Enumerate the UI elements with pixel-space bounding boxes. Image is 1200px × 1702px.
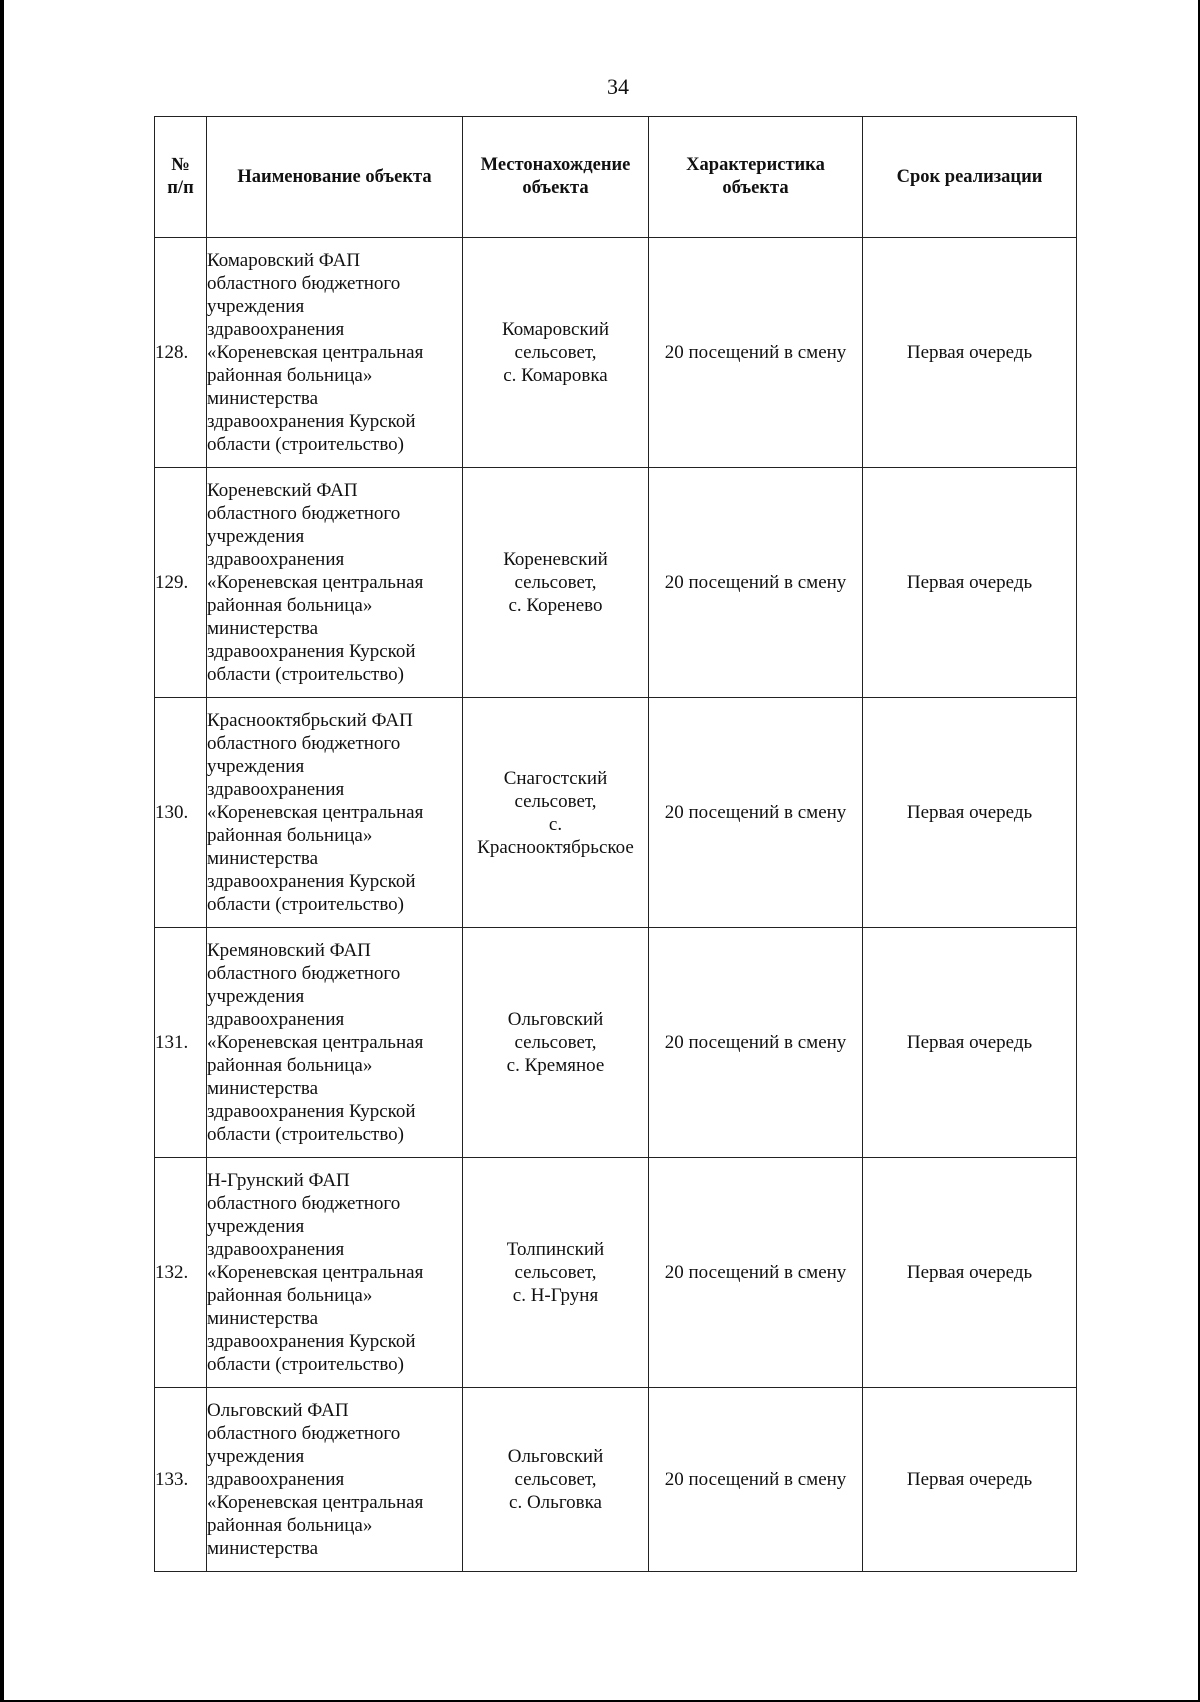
object-name-line: областного бюджетного (207, 963, 401, 984)
object-name-line: областного бюджетного (207, 503, 401, 524)
object-name-line: Ольговский ФАП (207, 1400, 349, 1421)
object-name-line: учреждения (207, 756, 305, 777)
row-number: 128. (155, 342, 189, 363)
term-cell (863, 928, 1077, 1158)
object-name-line: здравоохранения Курской (207, 1101, 416, 1122)
object-name-line: областного бюджетного (207, 273, 401, 294)
object-name-line: районная больница» (207, 1055, 373, 1076)
object-name-line: министерства (207, 618, 319, 639)
object-name-line: здравоохранения Курской (207, 871, 416, 892)
table-body (155, 238, 1077, 1572)
location-cell (463, 468, 649, 698)
row-number: 132. (155, 1262, 189, 1283)
row-number: 133. (155, 1469, 189, 1490)
location-line: с. Н-Груня (512, 1285, 599, 1306)
location-line: сельсовет, (514, 1262, 597, 1283)
header-name (207, 117, 463, 238)
term-text: Первая очередь (906, 342, 1033, 363)
row-number-cell (155, 468, 207, 698)
object-name-line: «Кореневская центральная (207, 802, 424, 823)
header-location-line: Местонахождение (480, 155, 631, 175)
term-cell (863, 698, 1077, 928)
table-row (155, 1388, 1077, 1572)
location-line: с. Ольговка (509, 1492, 602, 1513)
characteristic-cell (649, 468, 863, 698)
location-line: сельсовет, (514, 572, 597, 593)
table-row (155, 698, 1077, 928)
object-name-line: Н-Грунский ФАП (207, 1170, 350, 1191)
row-number-cell (155, 238, 207, 468)
object-name-line: министерства (207, 1308, 319, 1329)
header-characteristic-line: Характеристика (686, 155, 825, 175)
object-name-line: районная больница» (207, 1285, 373, 1306)
object-name-line: здравоохранения (207, 549, 345, 570)
object-name-line: районная больница» (207, 595, 373, 616)
object-name-line: «Кореневская центральная (207, 342, 424, 363)
term-text: Первая очередь (906, 802, 1033, 823)
location-line: Ольговский (507, 1009, 604, 1030)
object-name-line: учреждения (207, 526, 305, 547)
location-cell (463, 1388, 649, 1572)
characteristic-cell (649, 1158, 863, 1388)
object-name-line: «Кореневская центральная (207, 1262, 424, 1283)
term-cell (863, 238, 1077, 468)
object-name-line: учреждения (207, 986, 305, 1007)
location-line: сельсовет, (514, 1469, 597, 1490)
location-line: с. Коренево (508, 595, 603, 616)
object-name-line: «Кореневская центральная (207, 1032, 424, 1053)
object-name-cell (207, 468, 463, 698)
object-name-line: Краснооктябрьский ФАП (207, 710, 413, 731)
object-name-line: министерства (207, 848, 319, 869)
object-name-line: Комаровский ФАП (207, 250, 361, 271)
object-name-line: областного бюджетного (207, 1423, 401, 1444)
object-name-line: здравоохранения Курской (207, 1331, 416, 1352)
object-name-line: областного бюджетного (207, 733, 401, 754)
table-header-row (155, 117, 1077, 238)
object-name-line: здравоохранения Курской (207, 641, 416, 662)
header-num-line: п/п (167, 178, 194, 198)
characteristic-text: 20 посещений в смену (664, 342, 847, 363)
characteristic-cell (649, 698, 863, 928)
object-name-cell (207, 1158, 463, 1388)
row-number-cell (155, 1388, 207, 1572)
location-line: Ольговский (507, 1446, 604, 1467)
header-location-line: объекта (522, 178, 589, 198)
term-cell (863, 1388, 1077, 1572)
characteristic-cell (649, 238, 863, 468)
object-name-line: области (строительство) (207, 664, 405, 685)
row-number-cell (155, 928, 207, 1158)
table-row (155, 238, 1077, 468)
location-cell (463, 238, 649, 468)
table-row (155, 928, 1077, 1158)
term-cell (863, 1158, 1077, 1388)
term-text: Первая очередь (906, 1032, 1033, 1053)
object-name-cell (207, 238, 463, 468)
object-name-line: здравоохранения (207, 779, 345, 800)
object-name-line: здравоохранения (207, 1469, 345, 1490)
location-line: с. Кремяное (506, 1055, 605, 1076)
scan-edge-left (0, 0, 4, 1702)
location-cell (463, 1158, 649, 1388)
row-number-cell (155, 698, 207, 928)
object-name-line: районная больница» (207, 365, 373, 386)
term-text: Первая очередь (906, 1469, 1033, 1490)
object-name-line: районная больница» (207, 1515, 373, 1536)
characteristic-text: 20 посещений в смену (664, 1032, 847, 1053)
object-name-line: области (строительство) (207, 434, 405, 455)
object-name-line: здравоохранения Курской (207, 411, 416, 432)
location-line: сельсовет, (514, 1032, 597, 1053)
header-num-line: № (171, 155, 190, 175)
location-cell (463, 928, 649, 1158)
object-name-line: области (строительство) (207, 1354, 405, 1375)
location-line: Краснооктябрьское (477, 836, 634, 858)
object-name-line: здравоохранения (207, 1009, 345, 1030)
row-number: 130. (155, 802, 189, 823)
table-row (155, 468, 1077, 698)
row-number-cell (155, 1158, 207, 1388)
characteristic-text: 20 посещений в смену (664, 802, 847, 823)
header-location (463, 117, 649, 238)
object-name-cell (207, 1388, 463, 1572)
header-term-line: Срок реализации (896, 166, 1043, 187)
object-name-line: министерства (207, 1078, 319, 1099)
object-name-line: Кремяновский ФАП (207, 940, 371, 961)
object-name-line: министерства (207, 1538, 319, 1559)
object-name-line: здравоохранения (207, 1239, 345, 1260)
characteristic-cell (649, 928, 863, 1158)
location-line: Толпинский (506, 1239, 605, 1260)
object-name-line: области (строительство) (207, 1124, 405, 1145)
object-name-line: учреждения (207, 1446, 305, 1467)
object-name-line: Кореневский ФАП (207, 480, 358, 501)
object-name-line: области (строительство) (207, 894, 405, 915)
object-name-line: районная больница» (207, 825, 373, 846)
object-name-line: учреждения (207, 1216, 305, 1237)
location-line: сельсовет, (514, 342, 597, 363)
object-name-line: областного бюджетного (207, 1193, 401, 1214)
object-name-cell (207, 928, 463, 1158)
location-line: сельсовет, (514, 790, 597, 812)
table-row (155, 1158, 1077, 1388)
header-term (863, 117, 1077, 238)
location-line: с. Комаровка (503, 365, 608, 386)
location-line: с. (548, 813, 563, 835)
location-line: Комаровский (501, 319, 610, 340)
location-line: Кореневский (503, 549, 608, 570)
page-number: 34 (607, 74, 629, 99)
location-cell (463, 698, 649, 928)
header-characteristic (649, 117, 863, 238)
object-name-line: здравоохранения (207, 319, 345, 340)
characteristic-cell (649, 1388, 863, 1572)
object-name-cell (207, 698, 463, 928)
characteristic-text: 20 посещений в смену (664, 1262, 847, 1283)
row-number: 129. (155, 572, 189, 593)
characteristic-text: 20 посещений в смену (664, 572, 847, 593)
term-text: Первая очередь (906, 1262, 1033, 1283)
row-number: 131. (155, 1032, 189, 1053)
object-name-line: министерства (207, 388, 319, 409)
objects-table (154, 116, 1077, 1572)
term-text: Первая очередь (906, 572, 1033, 593)
header-characteristic-line: объекта (722, 178, 789, 198)
object-name-line: «Кореневская центральная (207, 1492, 424, 1513)
term-cell (863, 468, 1077, 698)
header-name-line: Наименование объекта (237, 166, 432, 187)
location-line: Снагостский (503, 767, 608, 789)
object-name-line: «Кореневская центральная (207, 572, 424, 593)
characteristic-text: 20 посещений в смену (664, 1469, 847, 1490)
header-num (155, 117, 207, 238)
object-name-line: учреждения (207, 296, 305, 317)
